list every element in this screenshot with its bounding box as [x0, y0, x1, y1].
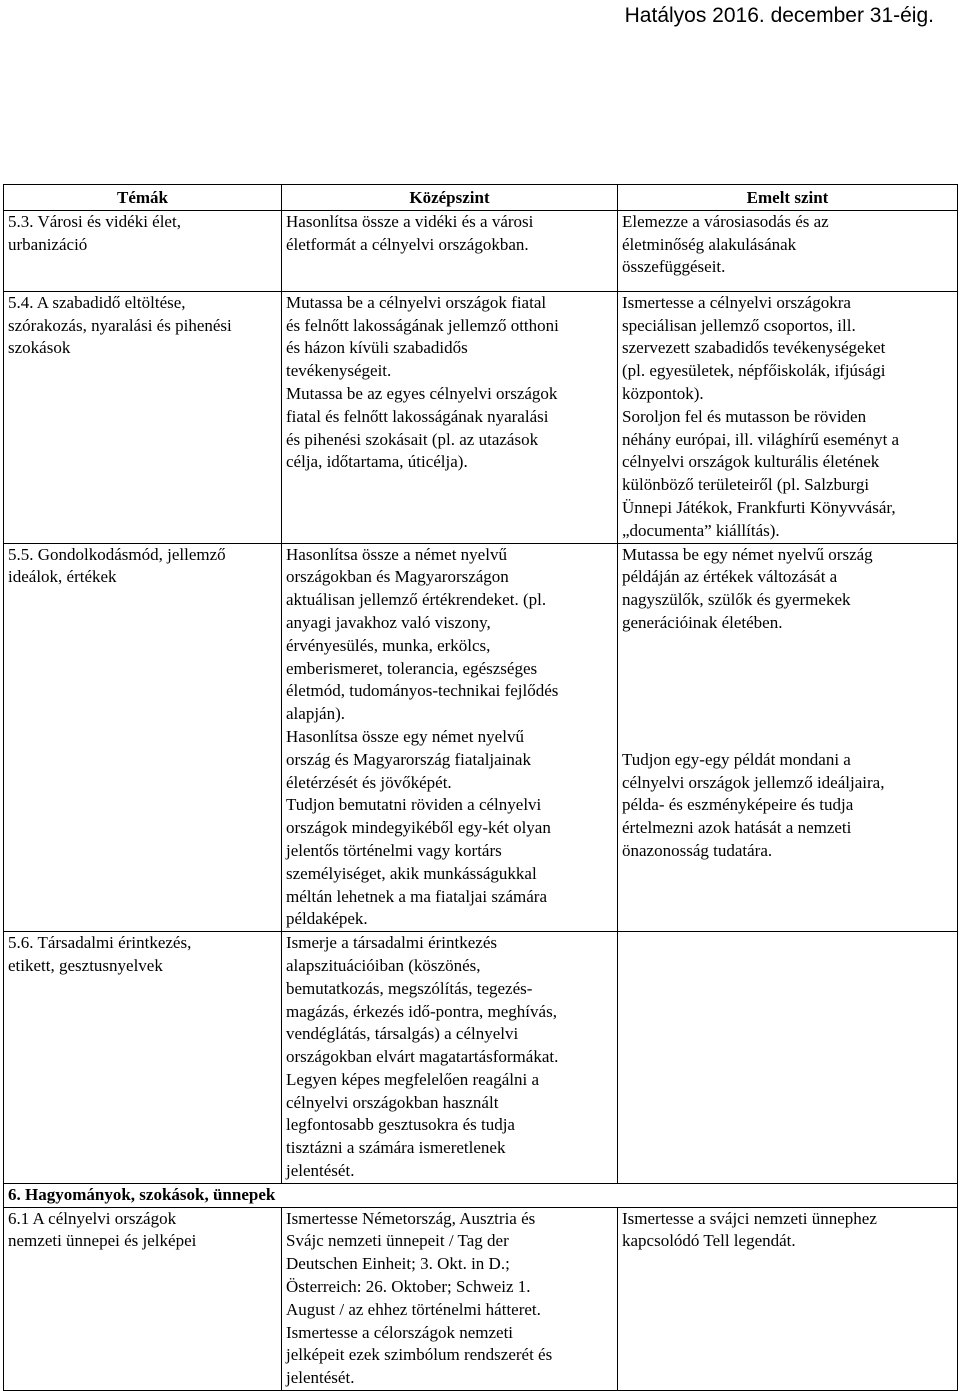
- column-header-advanced: Emelt szint: [618, 185, 958, 211]
- topic-cell: 5.4. A szabadidő eltöltése, szórakozás, nyaralási és pihenési szokások: [4, 291, 282, 543]
- column-header-topics: Témák: [4, 185, 282, 211]
- column-header-intermediate: Középszint: [282, 185, 618, 211]
- intermediate-cell: Mutassa be a célnyelvi országok fiatal és felnőtt lakosságának jellemző otthoni és házon kívüli szabadidős tevékenységeit. Mutassa be az egyes célnyelvi országok fiatal és felnőtt lakosságának nyaralási és pihenési szokásait (pl. az utazások célja, időtartama, úticélja).: [282, 291, 618, 543]
- topic-cell: 5.5. Gondolkodásmód, jellemző ideálok, értékek: [4, 543, 282, 932]
- table-row: [4, 932, 958, 1184]
- section-title: 6. Hagyományok, szokások, ünnepek: [4, 1183, 958, 1207]
- validity-header: Hatályos 2016. december 31-éig.: [624, 4, 934, 27]
- advanced-cell: Ismertesse a célnyelvi országokra speciálisan jellemző csoportos, ill. szervezett szabadidős tevékenységeket (pl. egyesületek, népfőiskolák, ifjúsági központok). Soroljon fel és mutasson be röviden néhány európai, ill. világhírű eseményt a célnyelvi országok kulturális életének különböző területeiről (pl. Salzburgi Ünnepi Játékok, Frankfurti Könyvvásár, „documenta” kiállítás).: [618, 291, 958, 543]
- advanced-cell-second-block: Tudjon egy-egy példát mondani a célnyelvi országok jellemző ideáljaira, példa- és eszményképeire és tudja értelmezni azok hatását a nemzeti önazonosság tudatára.: [622, 749, 885, 860]
- advanced-cell: Mutassa be egy német nyelvű ország példáján az értékek változását a nagyszülők, szülők és gyermekek generációinak életében. Tudjon egy-egy példát mondani a célnyelvi országok jellemző ideáljaira, példa- és eszményképeire és tudja értelmezni azok hatását a nemzeti önazonosság tudatára.: [618, 543, 958, 932]
- curriculum-table: [3, 184, 958, 1391]
- table-row: [4, 291, 958, 543]
- topic-cell: 5.6. Társadalmi érintkezés, etikett, gesztusnyelvek: [4, 932, 282, 1184]
- table-row: [4, 1207, 958, 1390]
- topic-cell: 6.1 A célnyelvi országok nemzeti ünnepei és jelképei: [4, 1207, 282, 1390]
- topic-cell: 5.3. Városi és vidéki élet, urbanizáció: [4, 210, 282, 291]
- advanced-cell: [618, 932, 958, 1184]
- section-row: [4, 1183, 958, 1207]
- intermediate-cell: Ismertesse Németország, Ausztria és Svájc nemzeti ünnepeit / Tag der Deutschen Einheit; 3. Okt. in D.; Österreich: 26. Oktober; Schweiz 1. August / az ehhez történelmi hátteret. Ismertesse a célországok nemzeti jelképeit ezek szimbólum rendszerét és jelentését.: [282, 1207, 618, 1390]
- table-row: [4, 210, 958, 291]
- advanced-cell: Ismertesse a svájci nemzeti ünnephez kapcsolódó Tell legendát.: [618, 1207, 958, 1390]
- intermediate-cell: Hasonlítsa össze a vidéki és a városi életformát a célnyelvi országokban.: [282, 210, 618, 291]
- intermediate-cell: Hasonlítsa össze a német nyelvű országokban és Magyarországon aktuálisan jellemző értékrendeket. (pl. anyagi javakhoz való viszony, érvényesülés, munka, erkölcs, emberismeret, tolerancia, egészséges életmód, tudományos-technikai fejlődés alapján). Hasonlítsa össze egy német nyelvű ország és Magyarország fiataljainak életérzését és jövőképét. Tudjon bemutatni röviden a célnyelvi országok mindegyikéből egy-két olyan jelentős történelmi vagy kortárs személyiséget, akik munkásságukkal méltán lehetnek a ma fiataljai számára példaképek.: [282, 543, 618, 932]
- intermediate-cell: Ismerje a társadalmi érintkezés alapszituációiban (köszönés, bemutatkozás, megszólítás, tegezés- magázás, érkezés idő-pontra, meghívás, vendéglátás, társalgás) a célnyelvi országokban elvárt magatartásformákat. Legyen képes megfelelően reagálni a célnyelvi országokban használt legfontosabb gesztusokra és tudja tisztázni a számára ismeretlenek jelentését.: [282, 932, 618, 1184]
- table-header-row: [4, 185, 958, 211]
- table-row: [4, 543, 958, 932]
- advanced-cell: Elemezze a városiasodás és az életminőség alakulásának összefüggéseit.: [618, 210, 958, 291]
